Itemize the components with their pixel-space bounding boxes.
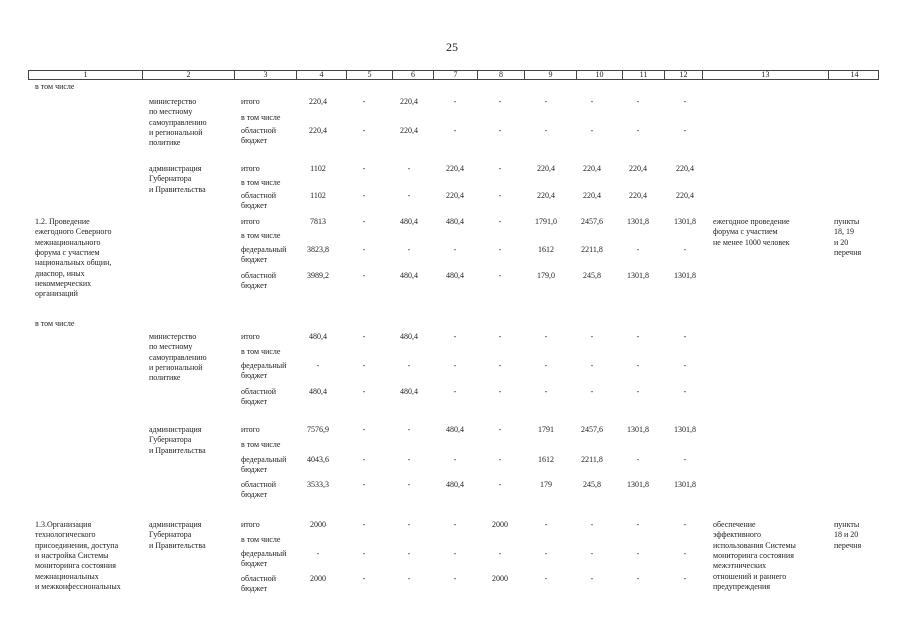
executor-ministry-line: министерство — [149, 97, 197, 106]
section-in-that-number: в том числе — [35, 82, 75, 91]
table-cell-value: - — [544, 126, 548, 135]
table-cell-value: - — [636, 574, 640, 583]
table-cell-value: 2000 — [492, 520, 508, 529]
forum-reference-line: 18, 19 — [834, 227, 854, 237]
table-cell-value: 1301,8 — [674, 217, 696, 226]
system-result-line: обеспечение — [713, 520, 756, 529]
executor-ministry-line: по местному — [149, 342, 193, 352]
executor-ministry-line: и региональной — [149, 127, 203, 137]
item-1-3-title-line: и настройка Системы — [35, 550, 109, 560]
executor-administration-line: Губернатора — [149, 530, 192, 540]
row-label-federal: федеральный — [241, 549, 287, 558]
executor-ministry-line: политике — [149, 138, 181, 148]
table-cell-value: 1301,8 — [627, 480, 649, 489]
table-cell-value: 220,4 — [676, 191, 694, 200]
table-cell-value: - — [453, 97, 457, 106]
row-label-federal: бюджет — [241, 255, 268, 264]
item-1-3-title-line: межнациональных — [35, 571, 99, 581]
table-cell-value: - — [590, 574, 594, 583]
forum-result-line: ежегодное проведение — [713, 217, 790, 226]
table-cell-value: 1612 — [538, 245, 554, 254]
table-cell-value: 179 — [540, 480, 552, 489]
item-1-2-title-line: некоммерческих — [35, 278, 92, 288]
row-label-regional: областной — [241, 574, 277, 583]
table-cell-value: - — [407, 520, 411, 529]
row-label-in-that-number: в том числе — [241, 231, 281, 240]
table-cell-value: - — [362, 97, 366, 106]
table-cell-value: 480,4 — [309, 332, 327, 341]
header-col-10: 10 — [577, 71, 623, 79]
table-cell-value: - — [683, 387, 687, 396]
item-1-3-title-line: присоединения, доступа — [35, 540, 119, 550]
table-cell-value: 220,4 — [446, 191, 464, 200]
item-1-3-title-line: и межконфессиональных — [35, 581, 121, 591]
table-cell-value: - — [498, 126, 502, 135]
table-cell-value: - — [544, 549, 548, 558]
table-cell-value: - — [636, 245, 640, 254]
system-result-line: предупреждения — [713, 581, 771, 591]
row-label-regional: областной — [241, 271, 277, 280]
item-1-3-title-line: мониторинга состояния — [35, 561, 116, 571]
table-cell-value: - — [498, 191, 502, 200]
row-label-regional: областной — [241, 191, 277, 200]
table-cell-value: - — [683, 245, 687, 254]
table-cell-value: 179,0 — [537, 271, 555, 280]
table-cell-value: - — [498, 217, 502, 226]
table-cell-value: - — [316, 549, 320, 558]
table-cell-value: 220,4 — [309, 126, 327, 135]
table-cell-value: - — [362, 387, 366, 396]
forum-reference-line: и 20 — [834, 237, 849, 247]
header-col-8: 8 — [478, 71, 525, 79]
row-label-regional: бюджет — [241, 397, 268, 406]
forum-reference-line: пункты — [834, 217, 860, 226]
table-cell-value: - — [407, 191, 411, 200]
item-1-2-title-line: диаспор, иных — [35, 268, 85, 278]
system-reference-line: перечня — [834, 540, 862, 550]
table-cell-value: - — [362, 332, 366, 341]
page-number: 25 — [446, 40, 458, 54]
table-cell-value: 2000 — [310, 520, 326, 529]
table-header-row — [28, 70, 879, 80]
table-cell-value: 2457,6 — [581, 217, 603, 226]
table-cell-value: - — [362, 574, 366, 583]
table-cell-value: - — [407, 549, 411, 558]
table-cell-value: - — [362, 549, 366, 558]
table-cell-value: - — [498, 97, 502, 106]
row-label-federal: бюджет — [241, 371, 268, 380]
table-cell-value: - — [316, 361, 320, 370]
row-label-total: итого — [241, 332, 260, 341]
item-1-2-title-line: национальных общин, — [35, 258, 112, 268]
table-cell-value: - — [636, 387, 640, 396]
table-cell-value: - — [590, 126, 594, 135]
row-label-total: итого — [241, 164, 260, 173]
table-cell-value: - — [683, 520, 687, 529]
row-label-regional: бюджет — [241, 281, 268, 290]
table-cell-value: 3989,2 — [307, 271, 329, 280]
table-cell-value: 245,8 — [583, 480, 601, 489]
table-cell-value: - — [544, 332, 548, 341]
row-label-federal: федеральный — [241, 361, 287, 370]
table-cell-value: - — [636, 332, 640, 341]
table-cell-value: 245,8 — [583, 271, 601, 280]
table-cell-value: - — [362, 245, 366, 254]
table-cell-value: - — [544, 387, 548, 396]
system-result-line: мониторинга состояния — [713, 550, 794, 560]
table-cell-value: - — [362, 455, 366, 464]
table-cell-value: - — [498, 549, 502, 558]
table-cell-value: - — [407, 361, 411, 370]
table-cell-value: 220,4 — [446, 164, 464, 173]
table-cell-value: - — [683, 332, 687, 341]
executor-administration-line: и Правительства — [149, 540, 206, 550]
executor-administration-line: и Правительства — [149, 445, 206, 455]
table-cell-value: - — [683, 361, 687, 370]
row-label-regional: бюджет — [241, 136, 268, 145]
table-cell-value: - — [498, 480, 502, 489]
executor-administration-line: администрация — [149, 520, 202, 529]
row-label-in-that-number: в том числе — [241, 178, 281, 187]
table-cell-value: - — [498, 271, 502, 280]
table-cell-value: - — [636, 361, 640, 370]
section-in-that-number: в том числе — [35, 319, 75, 328]
table-cell-value: 1301,8 — [627, 271, 649, 280]
executor-administration-line: администрация — [149, 164, 202, 173]
row-label-total: итого — [241, 520, 260, 529]
table-cell-value: 2457,6 — [581, 425, 603, 434]
row-label-total: итого — [241, 217, 260, 226]
table-cell-value: 220,4 — [537, 164, 555, 173]
row-label-federal: федеральный — [241, 455, 287, 464]
executor-ministry-line: самоуправлению — [149, 117, 207, 127]
table-cell-value: 1612 — [538, 455, 554, 464]
table-cell-value: - — [590, 520, 594, 529]
header-col-9: 9 — [525, 71, 577, 79]
row-label-in-that-number: в том числе — [241, 535, 281, 544]
table-cell-value: 3823,8 — [307, 245, 329, 254]
item-1-2-title-line: форума с участием — [35, 247, 100, 257]
table-cell-value: 480,4 — [400, 271, 418, 280]
table-cell-value: - — [362, 361, 366, 370]
item-1-2-title-line: межнационального — [35, 237, 101, 247]
table-cell-value: - — [498, 332, 502, 341]
table-cell-value: 220,4 — [583, 164, 601, 173]
row-label-federal: федеральный — [241, 245, 287, 254]
table-cell-value: - — [683, 455, 687, 464]
table-cell-value: - — [453, 126, 457, 135]
table-cell-value: 480,4 — [400, 332, 418, 341]
table-cell-value: 480,4 — [446, 425, 464, 434]
table-cell-value: - — [544, 574, 548, 583]
header-col-1: 1 — [29, 71, 143, 79]
table-cell-value: 7813 — [310, 217, 326, 226]
row-label-regional: областной — [241, 480, 277, 489]
header-col-14: 14 — [850, 70, 859, 79]
item-1-2-title-line: ежегодного Северного — [35, 227, 112, 237]
header-col-4: 4 — [297, 71, 347, 79]
table-cell-value: - — [362, 520, 366, 529]
table-cell-value: 2000 — [492, 574, 508, 583]
row-label-in-that-number: в том числе — [241, 347, 281, 356]
executor-ministry-line: по местному — [149, 107, 193, 117]
table-cell-value: - — [362, 126, 366, 135]
table-cell-value: 220,4 — [629, 164, 647, 173]
table-cell-value: 1301,8 — [627, 217, 649, 226]
header-col-3: 3 — [235, 71, 297, 79]
table-cell-value: - — [498, 455, 502, 464]
table-cell-value: - — [453, 549, 457, 558]
header-col-2: 2 — [143, 71, 235, 79]
table-cell-value: - — [453, 387, 457, 396]
table-cell-value: - — [362, 217, 366, 226]
table-cell-value: 220,4 — [400, 126, 418, 135]
table-cell-value: - — [636, 126, 640, 135]
table-cell-value: - — [544, 520, 548, 529]
table-cell-value: 480,4 — [400, 387, 418, 396]
system-result-line: межэтнических — [713, 561, 767, 571]
table-cell-value: - — [407, 245, 411, 254]
table-cell-value: - — [407, 480, 411, 489]
table-cell-value: - — [636, 549, 640, 558]
table-cell-value: 1301,8 — [674, 271, 696, 280]
system-result-line: отношений и раннего — [713, 571, 787, 581]
system-result-line: использования Системы — [713, 540, 796, 550]
table-cell-value: - — [407, 574, 411, 583]
table-cell-value: - — [453, 574, 457, 583]
table-cell-value: 220,4 — [400, 97, 418, 106]
table-cell-value: - — [544, 361, 548, 370]
system-reference-line: пункты — [834, 520, 860, 529]
header-col-11: 11 — [623, 71, 665, 79]
table-cell-value: - — [544, 97, 548, 106]
row-label-federal: бюджет — [241, 465, 268, 474]
table-cell-value: - — [590, 549, 594, 558]
table-cell-value: 220,4 — [629, 191, 647, 200]
forum-result-line: форума с участием — [713, 227, 778, 237]
row-label-regional: областной — [241, 126, 277, 135]
item-1-3-title-line: технологического — [35, 530, 96, 540]
header-col-6: 6 — [393, 71, 434, 79]
executor-administration-line: и Правительства — [149, 184, 206, 194]
table-cell-value: - — [590, 361, 594, 370]
table-cell-value: 1791,0 — [535, 217, 557, 226]
table-cell-value: 1102 — [310, 164, 326, 173]
table-cell-value: - — [362, 191, 366, 200]
executor-administration-line: Губернатора — [149, 435, 192, 445]
table-cell-value: 480,4 — [309, 387, 327, 396]
table-cell-value: - — [498, 361, 502, 370]
table-cell-value: - — [590, 332, 594, 341]
row-label-in-that-number: в том числе — [241, 113, 281, 122]
table-cell-value: 2211,8 — [581, 245, 603, 254]
row-label-regional: бюджет — [241, 584, 268, 593]
system-reference-line: 18 и 20 — [834, 530, 859, 540]
table-cell-value: - — [362, 164, 366, 173]
item-1-2-title-line: организаций — [35, 289, 78, 299]
table-cell-value: - — [407, 425, 411, 434]
table-cell-value: - — [590, 97, 594, 106]
executor-ministry-line: и региональной — [149, 362, 203, 372]
table-cell-value: - — [683, 126, 687, 135]
table-cell-value: - — [362, 271, 366, 280]
item-1-3-title-line: 1.3.Организация — [35, 520, 92, 529]
system-result-line: эффективного — [713, 530, 761, 540]
table-cell-value: - — [453, 245, 457, 254]
table-cell-value: 220,4 — [583, 191, 601, 200]
table-cell-value: - — [683, 574, 687, 583]
executor-ministry-line: политике — [149, 373, 181, 383]
table-cell-value: - — [407, 455, 411, 464]
table-cell-value: 220,4 — [309, 97, 327, 106]
table-cell-value: 1791 — [538, 425, 554, 434]
table-cell-value: 480,4 — [446, 480, 464, 489]
table-cell-value: 480,4 — [400, 217, 418, 226]
table-cell-value: - — [498, 164, 502, 173]
row-label-total: итого — [241, 97, 260, 106]
row-label-in-that-number: в том числе — [241, 440, 281, 449]
table-cell-value: - — [636, 97, 640, 106]
row-label-federal: бюджет — [241, 559, 268, 568]
table-cell-value: - — [498, 425, 502, 434]
table-cell-value: - — [362, 425, 366, 434]
header-col-13: 13 — [703, 71, 829, 79]
forum-result-line: не менее 1000 человек — [713, 237, 790, 247]
row-label-total: итого — [241, 425, 260, 434]
header-col-5: 5 — [347, 71, 393, 79]
table-cell-value: - — [590, 387, 594, 396]
table-cell-value: 4043,6 — [307, 455, 329, 464]
table-cell-value: 480,4 — [446, 217, 464, 226]
table-cell-value: 3533,3 — [307, 480, 329, 489]
forum-reference-line: перечня — [834, 247, 862, 257]
table-cell-value: - — [453, 361, 457, 370]
row-label-regional: областной — [241, 387, 277, 396]
table-cell-value: - — [362, 480, 366, 489]
table-cell-value: - — [636, 520, 640, 529]
header-col-12: 12 — [665, 71, 703, 79]
table-cell-value: 2000 — [310, 574, 326, 583]
executor-ministry-line: министерство — [149, 332, 197, 341]
table-cell-value: 7576,9 — [307, 425, 329, 434]
table-cell-value: 1301,8 — [627, 425, 649, 434]
table-cell-value: - — [453, 520, 457, 529]
table-cell-value: - — [498, 245, 502, 254]
table-cell-value: 1102 — [310, 191, 326, 200]
row-label-regional: бюджет — [241, 490, 268, 499]
executor-ministry-line: самоуправлению — [149, 352, 207, 362]
table-cell-value: 480,4 — [446, 271, 464, 280]
table-cell-value: - — [453, 332, 457, 341]
table-cell-value: - — [636, 455, 640, 464]
table-cell-value: 220,4 — [676, 164, 694, 173]
executor-administration-line: администрация — [149, 425, 202, 434]
executor-administration-line: Губернатора — [149, 174, 192, 184]
table-cell-value: 1301,8 — [674, 425, 696, 434]
row-label-regional: бюджет — [241, 201, 268, 210]
table-cell-value: 2211,8 — [581, 455, 603, 464]
table-cell-value: - — [683, 549, 687, 558]
table-cell-value: - — [683, 97, 687, 106]
table-cell-value: - — [498, 387, 502, 396]
table-cell-value: - — [453, 455, 457, 464]
table-cell-value: 220,4 — [537, 191, 555, 200]
table-cell-value: - — [407, 164, 411, 173]
item-1-2-title-line: 1.2. Проведение — [35, 217, 90, 226]
header-col-7: 7 — [434, 71, 478, 79]
table-cell-value: 1301,8 — [674, 480, 696, 489]
